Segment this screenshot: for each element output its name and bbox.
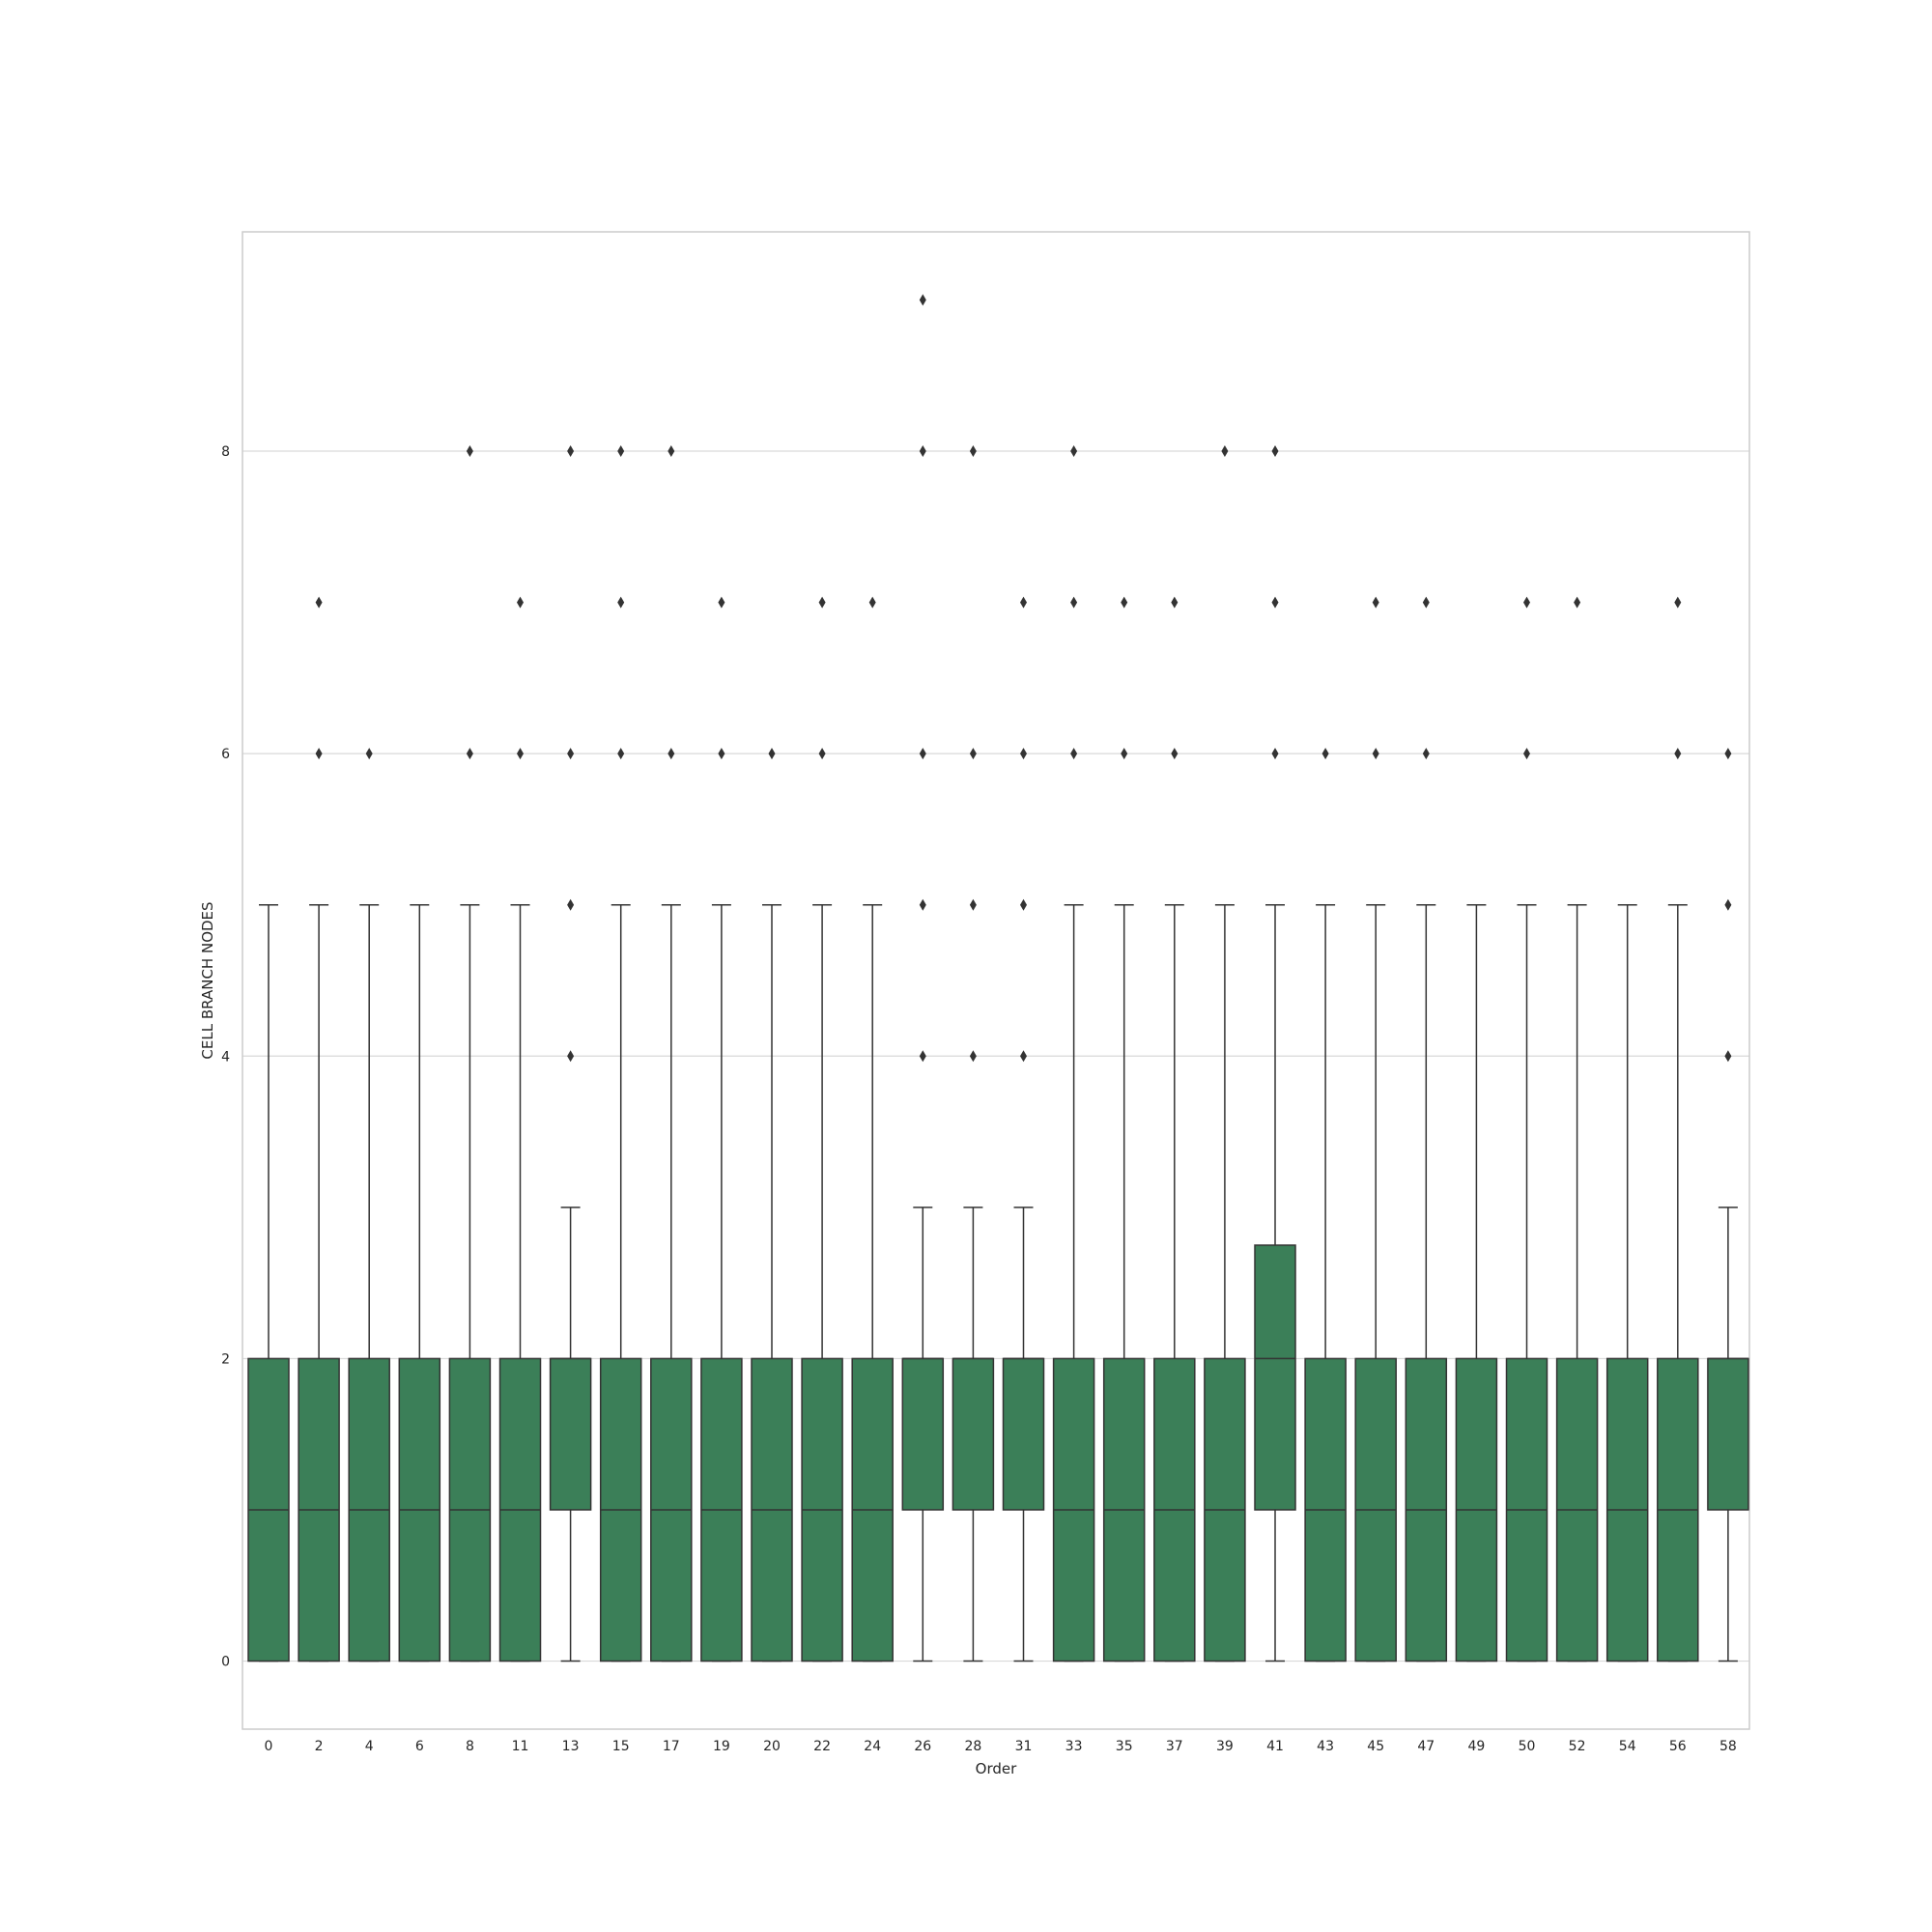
box-group: [651, 445, 692, 1662]
outlier-point: [1171, 597, 1178, 609]
outlier-point: [366, 748, 373, 759]
x-tick-label: 54: [1618, 1739, 1636, 1754]
x-tick-label: 35: [1115, 1739, 1133, 1754]
outlier-point: [567, 748, 574, 759]
outlier-point: [819, 597, 826, 609]
box-group: [1607, 905, 1648, 1662]
box-group: [1456, 905, 1496, 1662]
box-iqr: [902, 1358, 943, 1510]
outlier-point: [1272, 445, 1279, 457]
x-tick-label: 19: [712, 1739, 730, 1754]
outlier-point: [970, 445, 977, 457]
outlier-point: [1272, 748, 1279, 759]
outlier-point: [1070, 597, 1077, 609]
outlier-point: [1674, 597, 1681, 609]
outlier-point: [1423, 597, 1430, 609]
outlier-point: [718, 597, 724, 609]
outlier-point: [920, 445, 926, 457]
box-iqr: [1004, 1358, 1044, 1510]
x-tick-label: 41: [1266, 1739, 1284, 1754]
y-tick-label: 0: [221, 1654, 230, 1670]
outlier-point: [567, 445, 574, 457]
box-group: [1154, 597, 1195, 1662]
box-iqr: [551, 1358, 591, 1510]
outlier-point: [920, 748, 926, 759]
outlier-point: [1674, 748, 1681, 759]
outlier-point: [1020, 1050, 1027, 1062]
outlier-point: [1171, 748, 1178, 759]
box-group: [298, 597, 339, 1662]
outlier-point: [970, 748, 977, 759]
x-tick-label: 31: [1014, 1739, 1033, 1754]
box-group: [1054, 445, 1094, 1662]
box-group: [1104, 597, 1145, 1662]
outlier-point: [668, 748, 674, 759]
outlier-point: [1423, 748, 1430, 759]
outlier-point: [517, 748, 524, 759]
x-tick-label: 45: [1367, 1739, 1385, 1754]
y-axis-label: CELL BRANCH NODES: [199, 901, 216, 1060]
box-group: [1557, 597, 1598, 1662]
outlier-point: [1121, 748, 1127, 759]
box-group: [349, 748, 389, 1661]
box-group: [1507, 597, 1548, 1662]
box-group: [1205, 445, 1245, 1662]
x-tick-label: 39: [1215, 1739, 1234, 1754]
x-tick-label: 37: [1165, 1739, 1183, 1754]
outlier-point: [1724, 748, 1731, 759]
box-group: [1708, 748, 1748, 1661]
outlier-point: [1523, 748, 1530, 759]
box-group: [500, 597, 541, 1662]
outlier-point: [718, 748, 724, 759]
outlier-point: [467, 748, 473, 759]
outlier-point: [920, 1050, 926, 1062]
outlier-point: [1020, 597, 1027, 609]
box-group: [1004, 597, 1044, 1662]
outlier-point: [316, 597, 323, 609]
box-group: [852, 597, 893, 1662]
outlier-point: [970, 1050, 977, 1062]
box-series: [248, 294, 1748, 1661]
outlier-point: [1020, 899, 1027, 911]
x-tick-label: 43: [1317, 1739, 1335, 1754]
x-tick-label: 52: [1568, 1739, 1586, 1754]
outlier-point: [1121, 597, 1127, 609]
box-group: [1658, 597, 1698, 1662]
outlier-point: [920, 899, 926, 911]
outlier-point: [316, 748, 323, 759]
outlier-point: [617, 748, 624, 759]
outlier-point: [517, 597, 524, 609]
box-group: [952, 445, 993, 1662]
outlier-point: [970, 899, 977, 911]
box-iqr: [952, 1358, 993, 1510]
outlier-point: [1020, 748, 1027, 759]
x-tick-label: 20: [763, 1739, 781, 1754]
x-tick-label: 28: [964, 1739, 982, 1754]
outlier-point: [1070, 445, 1077, 457]
box-group: [902, 294, 943, 1661]
outlier-point: [617, 597, 624, 609]
box-group: [1255, 445, 1295, 1662]
box-group: [701, 597, 742, 1662]
x-tick-label: 4: [364, 1739, 374, 1754]
box-iqr: [1708, 1358, 1748, 1510]
outlier-point: [1724, 1050, 1731, 1062]
x-tick-label: 24: [864, 1739, 882, 1754]
outlier-point: [1322, 748, 1329, 759]
x-tick-labels: [265, 1739, 1737, 1754]
outlier-point: [869, 597, 876, 609]
y-tick-labels: [221, 444, 230, 1670]
box-group: [399, 905, 440, 1662]
box-group: [601, 445, 641, 1662]
y-tick-label: 4: [221, 1049, 230, 1065]
outlier-point: [1221, 445, 1228, 457]
x-tick-label: 49: [1467, 1739, 1486, 1754]
x-tick-label: 22: [813, 1739, 832, 1754]
outlier-point: [467, 445, 473, 457]
outlier-point: [1373, 597, 1379, 609]
x-tick-label: 0: [264, 1739, 273, 1754]
outlier-point: [1574, 597, 1580, 609]
outlier-point: [567, 899, 574, 911]
box-iqr: [1255, 1245, 1295, 1510]
x-tick-label: 33: [1065, 1739, 1083, 1754]
box-group: [1406, 597, 1446, 1662]
box-group: [1305, 748, 1346, 1661]
x-tick-label: 15: [611, 1739, 630, 1754]
box-group: [449, 445, 490, 1662]
x-axis-label: Order: [975, 1760, 1017, 1777]
x-tick-label: 47: [1417, 1739, 1435, 1754]
outlier-point: [1523, 597, 1530, 609]
outlier-point: [1724, 899, 1731, 911]
outlier-point: [920, 294, 926, 305]
box-group: [551, 445, 591, 1662]
x-tick-label: 56: [1668, 1739, 1687, 1754]
x-tick-label: 58: [1719, 1739, 1737, 1754]
outlier-point: [1070, 748, 1077, 759]
x-tick-label: 26: [914, 1739, 932, 1754]
y-tick-label: 6: [221, 747, 230, 763]
x-tick-label: 11: [511, 1739, 529, 1754]
x-tick-label: 6: [414, 1739, 424, 1754]
box-group: [802, 597, 842, 1662]
outlier-point: [617, 445, 624, 457]
y-tick-label: 2: [221, 1351, 230, 1368]
x-tick-label: 2: [314, 1739, 324, 1754]
x-tick-label: 50: [1518, 1739, 1536, 1754]
box-group: [1355, 597, 1396, 1662]
y-tick-label: 8: [221, 444, 230, 461]
x-tick-label: 13: [561, 1739, 580, 1754]
outlier-point: [668, 445, 674, 457]
x-tick-label: 8: [465, 1739, 474, 1754]
outlier-point: [567, 1050, 574, 1062]
outlier-point: [1373, 748, 1379, 759]
box-group: [752, 748, 792, 1661]
box-group: [248, 905, 289, 1662]
outlier-point: [1272, 597, 1279, 609]
outlier-point: [819, 748, 826, 759]
x-tick-label: 17: [662, 1739, 680, 1754]
outlier-point: [769, 748, 776, 759]
